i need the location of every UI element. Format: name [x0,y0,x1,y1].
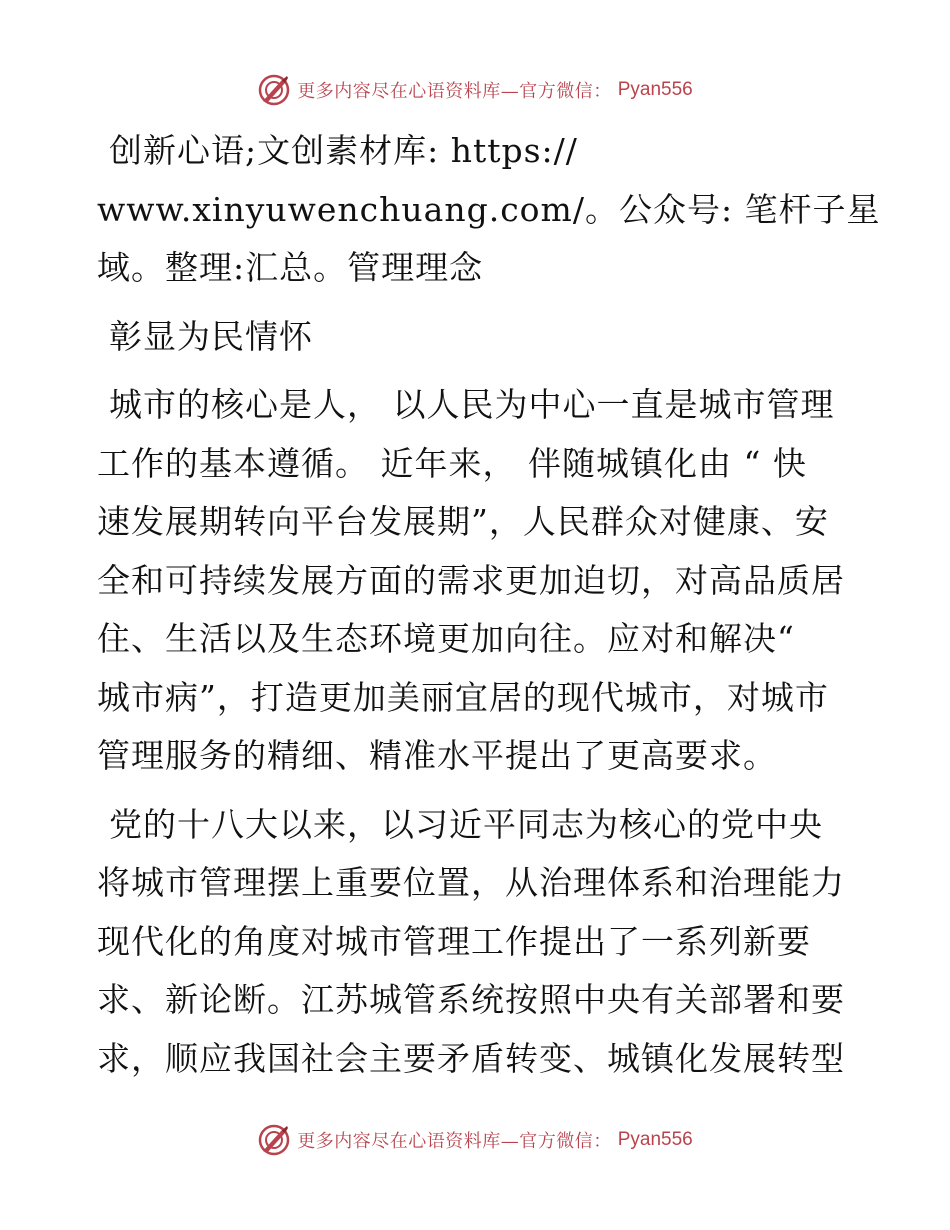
paragraph-line: 城市的核心是人， 以人民为中心一直是城市管理 [109,385,835,424]
paragraph-line: 城市病”，打造更加美丽宜居的现代城市，对城市 [97,677,829,717]
paragraph-line: 党的十八大以来，以习近平同志为核心的党中央 [109,804,823,844]
paragraph-line: 现代化的角度对城市管理工作提出了一系列新要 [97,921,811,961]
intro-paragraph [97,122,881,298]
paragraph-2 [97,796,857,1089]
banner-wechat-id: Pyan556 [617,1129,693,1150]
banner-text: 更多内容尽在心语资料库—官方微信： [297,81,612,102]
paragraph-1 [97,376,857,786]
document-body [97,122,881,1098]
intro-line: www.xinyuwenchuang.com/。公众号: 笔杆子星 [97,189,881,229]
paragraph-line: 管理服务的精细、精准水平提出了更高要求。 [97,736,777,775]
paragraph-line: 全和可持续发展方面的需求更加迫切，对高品质居 [97,560,845,600]
header-banner [0,70,950,110]
intro-line: 域。整理:汇总。管理理念 [97,248,484,287]
paragraph-line: 求，顺应我国社会主要矛盾转变、城镇化发展转型 [97,1038,845,1078]
paragraph-line: 工作的基本遵循。 近年来， 伴随城镇化由 “ 快 [97,443,807,483]
paragraph-line: 求、新论断。江苏城管系统按照中央有关部署和要 [97,980,845,1019]
banner-wechat-id: Pyan556 [617,79,693,100]
brush-pen-logo-icon [257,1123,291,1157]
intro-line: 创新心语;文创素材库: https:// [109,131,578,170]
paragraph-line: 速发展期转向平台发展期”，人民群众对健康、安 [97,502,829,541]
paragraph-line: 住、生活以及生态环境更加向往。应对和解决“ [97,619,795,658]
section-heading [97,308,857,367]
heading-text: 彰显为民情怀 [109,316,313,356]
banner-text: 更多内容尽在心语资料库—官方微信： [297,1131,612,1152]
footer-banner [0,1120,950,1160]
paragraph-line: 将城市管理摆上重要位置，从治理体系和治理能力 [97,863,845,902]
brush-pen-logo-icon [257,73,291,107]
